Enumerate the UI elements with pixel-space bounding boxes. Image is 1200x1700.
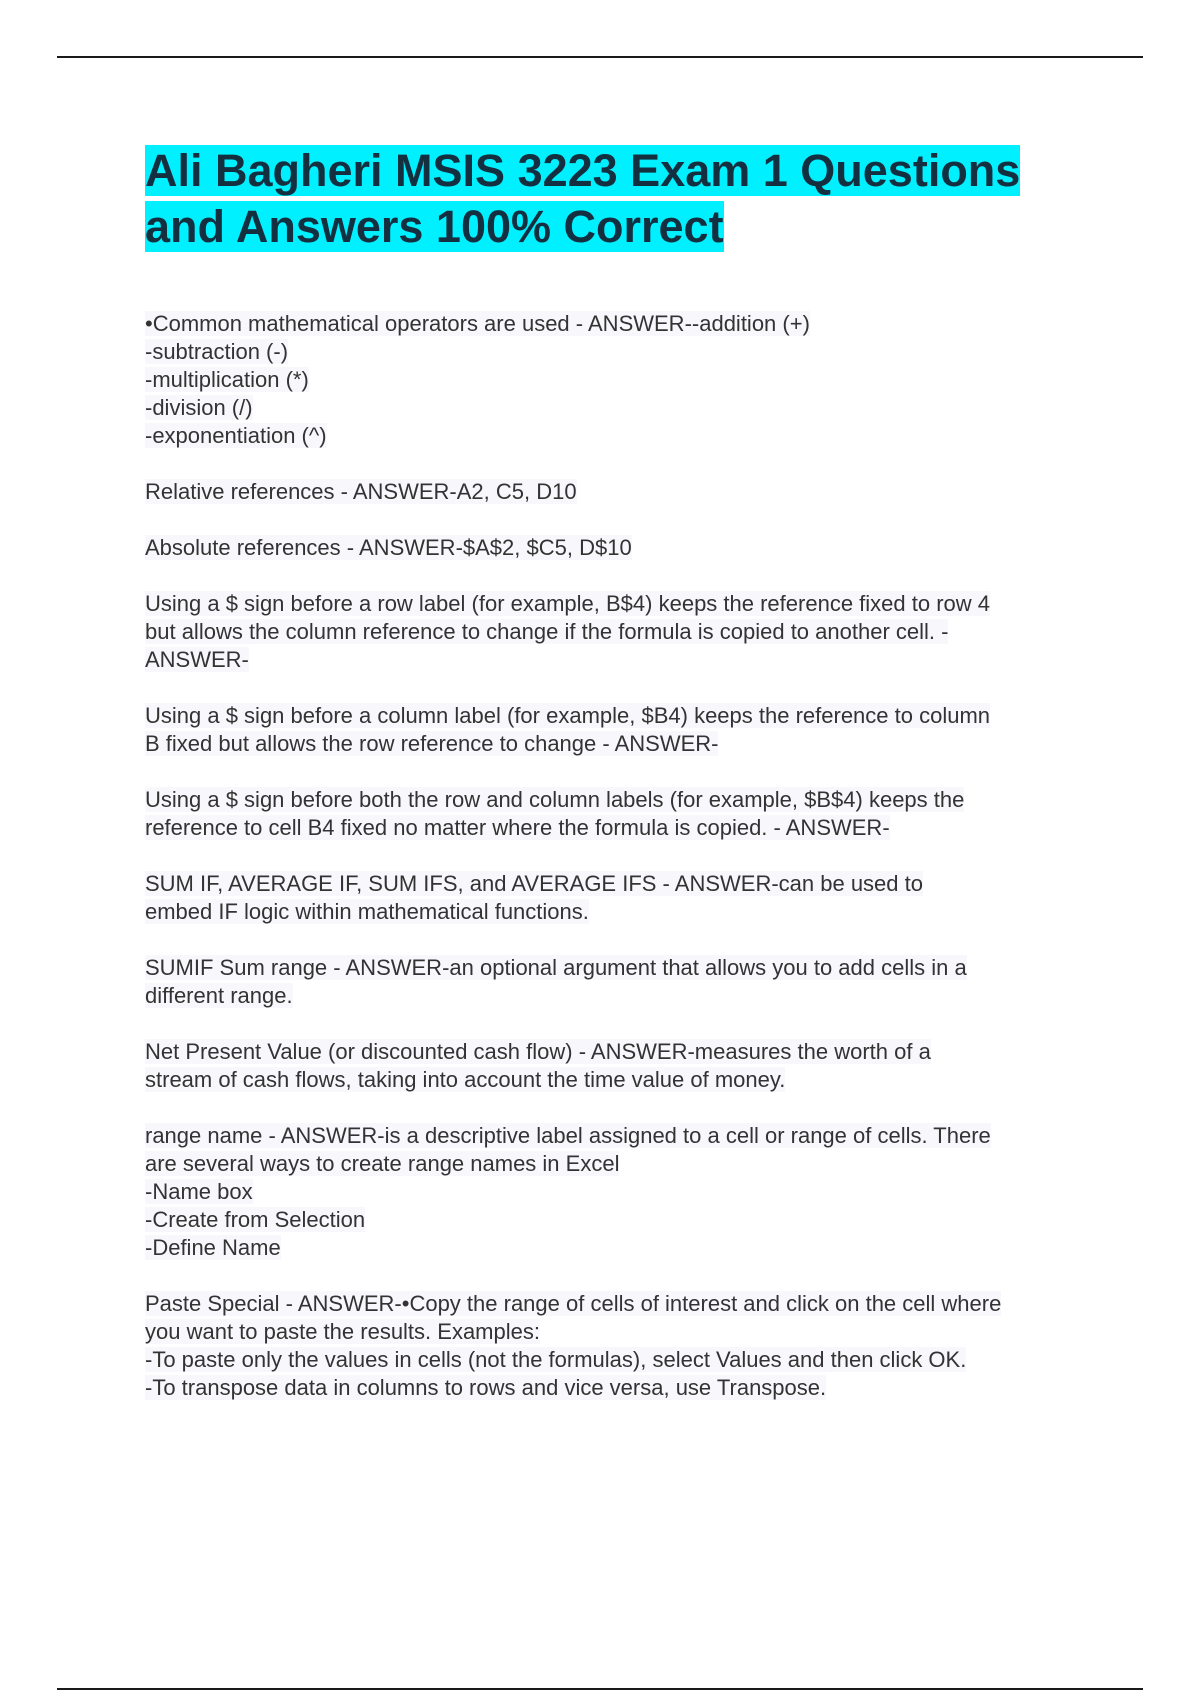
document-title-text: Ali Bagheri MSIS 3223 Exam 1 Questions and Answers 100% Correct xyxy=(145,145,1021,252)
qa-line-text: -division (/) xyxy=(145,395,253,420)
qa-line-text: are several ways to create range names in Excel xyxy=(145,1151,620,1176)
qa-line xyxy=(145,898,1095,926)
qa-line xyxy=(145,1346,1095,1374)
qa-entry xyxy=(145,1290,1095,1402)
qa-line xyxy=(145,1150,1095,1178)
qa-entry xyxy=(145,1122,1095,1262)
qa-line-text: reference to cell B4 fixed no matter where the formula is copied. - ANSWER- xyxy=(145,815,890,840)
qa-line-text: -Create from Selection xyxy=(145,1207,366,1232)
qa-line xyxy=(145,786,1095,814)
qa-line-text: SUMIF Sum range - ANSWER-an optional argument that allows you to add cells in a xyxy=(145,955,967,980)
qa-line xyxy=(145,1038,1095,1066)
qa-entry xyxy=(145,1038,1095,1094)
qa-entry xyxy=(145,702,1095,758)
qa-line-text: you want to paste the results. Examples: xyxy=(145,1319,540,1344)
qa-line xyxy=(145,478,1095,506)
qa-line xyxy=(145,1234,1095,1262)
qa-line xyxy=(145,1374,1095,1402)
qa-line xyxy=(145,646,1095,674)
qa-line-text: SUM IF, AVERAGE IF, SUM IFS, and AVERAGE IFS - ANSWER-can be used to xyxy=(145,871,923,896)
qa-line xyxy=(145,982,1095,1010)
qa-line-text: Using a $ sign before both the row and column labels (for example, $B$4) keeps the xyxy=(145,787,965,812)
qa-line-text: ANSWER- xyxy=(145,647,249,672)
qa-line-text: stream of cash flows, taking into account the time value of money. xyxy=(145,1067,786,1092)
document-title xyxy=(145,143,1095,255)
qa-line xyxy=(145,422,1095,450)
qa-line xyxy=(145,338,1095,366)
qa-line xyxy=(145,366,1095,394)
qa-line-text: -multiplication (*) xyxy=(145,367,309,392)
qa-line xyxy=(145,954,1095,982)
qa-line xyxy=(145,702,1095,730)
qa-entry xyxy=(145,870,1095,926)
qa-line-text: -exponentiation (^) xyxy=(145,423,327,448)
qa-line xyxy=(145,394,1095,422)
qa-line-text: -To transpose data in columns to rows and vice versa, use Transpose. xyxy=(145,1375,827,1400)
qa-entry xyxy=(145,534,1095,562)
qa-line xyxy=(145,590,1095,618)
qa-line-text: Absolute references - ANSWER-$A$2, $C5, D$10 xyxy=(145,535,632,560)
qa-line xyxy=(145,310,1095,338)
qa-line-text: Using a $ sign before a column label (for example, $B4) keeps the reference to column xyxy=(145,703,991,728)
qa-line xyxy=(145,870,1095,898)
qa-line-text: Relative references - ANSWER-A2, C5, D10 xyxy=(145,479,577,504)
qa-line-text: Using a $ sign before a row label (for example, B$4) keeps the reference fixed to row 4 xyxy=(145,591,991,616)
qa-line-text: Paste Special - ANSWER-•Copy the range of cells of interest and click on the cell where xyxy=(145,1291,1002,1316)
qa-line xyxy=(145,1318,1095,1346)
qa-entry xyxy=(145,786,1095,842)
qa-line-text: -subtraction (-) xyxy=(145,339,289,364)
qa-line xyxy=(145,814,1095,842)
qa-line-text: •Common mathematical operators are used - ANSWER--addition (+) xyxy=(145,311,810,336)
qa-entry xyxy=(145,954,1095,1010)
qa-line-text: but allows the column reference to change if the formula is copied to another cell. - xyxy=(145,619,949,644)
top-divider xyxy=(57,56,1143,58)
qa-line-text: -Define Name xyxy=(145,1235,281,1260)
qa-line-text: -To paste only the values in cells (not the formulas), select Values and then click OK. xyxy=(145,1347,967,1372)
qa-line xyxy=(145,618,1095,646)
qa-line-text: range name - ANSWER-is a descriptive label assigned to a cell or range of cells. There xyxy=(145,1123,991,1148)
qa-line xyxy=(145,730,1095,758)
qa-line xyxy=(145,1290,1095,1318)
qa-line-text: Net Present Value (or discounted cash flow) - ANSWER-measures the worth of a xyxy=(145,1039,931,1064)
bottom-divider xyxy=(57,1688,1143,1690)
qa-line xyxy=(145,1066,1095,1094)
qa-line xyxy=(145,1178,1095,1206)
qa-line xyxy=(145,534,1095,562)
qa-line-text: different range. xyxy=(145,983,293,1008)
qa-entry xyxy=(145,590,1095,674)
qa-line-text: -Name box xyxy=(145,1179,253,1204)
qa-entry xyxy=(145,310,1095,450)
qa-line xyxy=(145,1206,1095,1234)
qa-line xyxy=(145,1122,1095,1150)
qa-line-text: embed IF logic within mathematical functions. xyxy=(145,899,589,924)
qa-entry xyxy=(145,478,1095,506)
qa-line-text: B fixed but allows the row reference to change - ANSWER- xyxy=(145,731,719,756)
qa-list xyxy=(145,310,1095,1430)
